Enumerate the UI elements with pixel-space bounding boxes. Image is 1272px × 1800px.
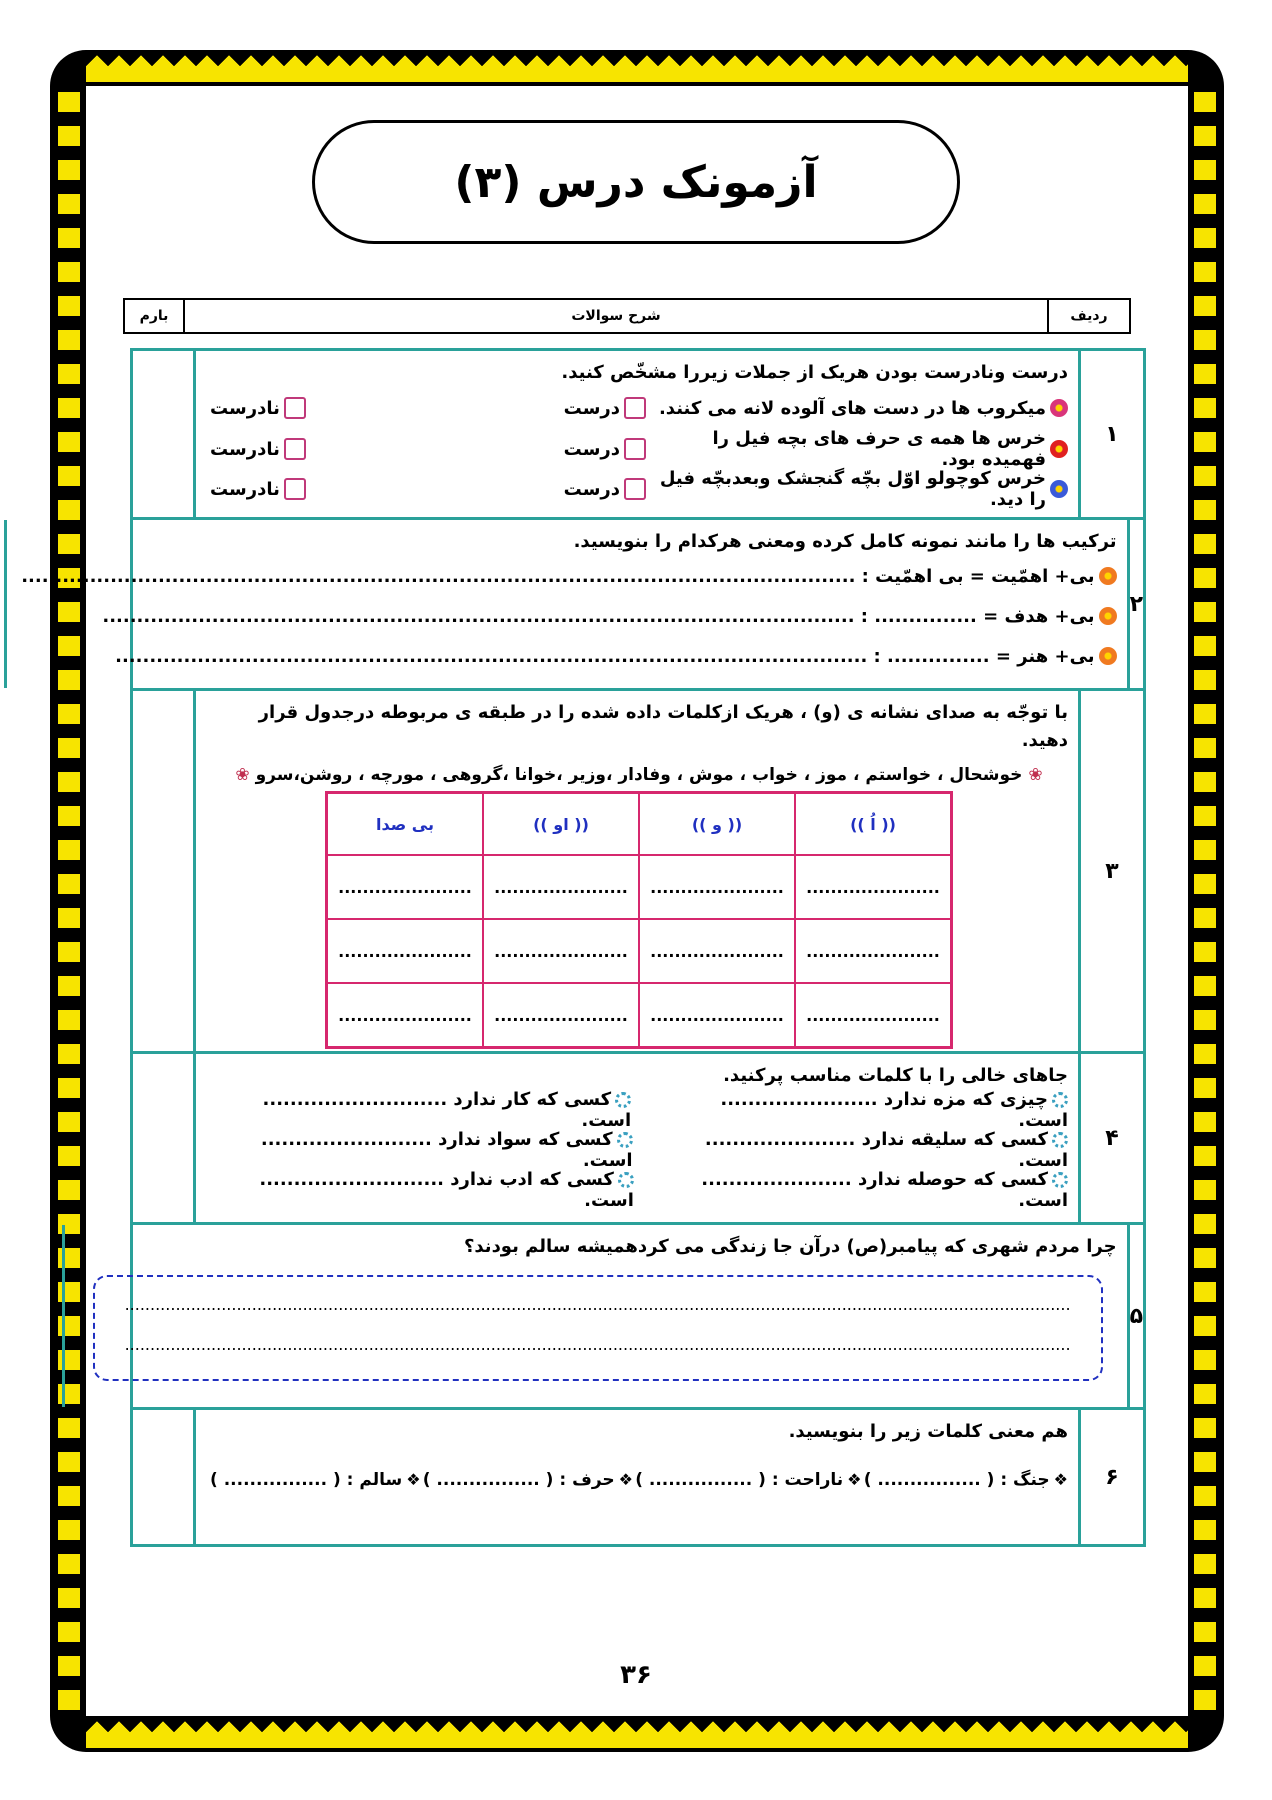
answer-line: .......................................................................................................................................................................................... bbox=[124, 1295, 1071, 1314]
gear-icon bbox=[1052, 1132, 1068, 1148]
question-instruction: جاهای خالی را با کلمات مناسب پرکنید. bbox=[723, 1065, 1068, 1086]
question-row-2 bbox=[21, 520, 1143, 691]
word-bank: ❀ خوشحال ، خواستم ، موز ، خواب ، موش ، وفادار ،وزیر ،خوانا ،گروهی ، مورچه ، روشن،سرو ❀ bbox=[235, 765, 1043, 785]
true-checkbox[interactable] bbox=[624, 438, 646, 460]
question-body bbox=[7, 520, 1126, 688]
false-checkbox[interactable] bbox=[284, 438, 306, 460]
score-cell bbox=[133, 1410, 196, 1544]
bottom-border-pattern bbox=[86, 1720, 1188, 1748]
question-number: ۵ bbox=[1127, 1225, 1143, 1407]
answer-line: .......................................................................................................................................................................................... bbox=[124, 1335, 1071, 1354]
answer-cell[interactable]: ...................... bbox=[483, 919, 639, 983]
true-checkbox[interactable] bbox=[624, 397, 646, 419]
gear-icon bbox=[617, 1132, 633, 1148]
fill-row: کسی که حوصله ندارد ...................... است. کسی که ادب ندارد ........................... است. bbox=[259, 1169, 1068, 1211]
compound-item: بی+ هدف = ............... : .............................................................................................................. bbox=[21, 596, 1116, 636]
question-body bbox=[196, 351, 1078, 517]
answer-cell[interactable]: ...................... bbox=[795, 919, 952, 983]
score-cell bbox=[133, 351, 196, 517]
flower-icon bbox=[1050, 399, 1068, 417]
tf-item: خرس ها همه ی حرف های بچه فیل را فهمیده بود. درست نادرست bbox=[210, 429, 1068, 469]
table-header bbox=[123, 298, 1131, 334]
page-title: آزمونک درس (۳) bbox=[454, 156, 818, 208]
answer-cell[interactable]: ...................... bbox=[327, 919, 484, 983]
false-checkbox[interactable] bbox=[284, 397, 306, 419]
gear-icon bbox=[1052, 1092, 1068, 1108]
answer-cell[interactable]: ...................... bbox=[639, 983, 795, 1048]
flower-icon bbox=[1050, 480, 1068, 498]
page-number: ۳۶ bbox=[620, 1660, 652, 1690]
answer-cell[interactable]: ...................... bbox=[795, 855, 952, 919]
gear-icon bbox=[1052, 1172, 1068, 1188]
column-header: (( او )) bbox=[483, 793, 639, 856]
question-row-4 bbox=[133, 1054, 1143, 1225]
wreath-icon: ❀ bbox=[1028, 765, 1043, 785]
question-number: ۴ bbox=[1078, 1054, 1143, 1222]
question-number: ۶ bbox=[1078, 1410, 1143, 1544]
top-border-pattern bbox=[86, 54, 1188, 82]
diamond-bullet-icon: ❖ bbox=[406, 1470, 421, 1489]
flower-icon bbox=[1099, 567, 1117, 585]
questions-table bbox=[21, 348, 1146, 1547]
column-header: بی صدا bbox=[327, 793, 484, 856]
answer-cell[interactable]: ...................... bbox=[639, 855, 795, 919]
column-header: (( اُ )) bbox=[795, 793, 952, 856]
question-instruction: درست ونادرست بودن هریک از جملات زیررا مشخّص کنید. bbox=[561, 362, 1068, 383]
answer-cell[interactable]: ...................... bbox=[795, 983, 952, 1048]
score-cell bbox=[133, 691, 196, 1051]
question-instruction: چرا مردم شهری که پیامبر(ص) درآن جا زندگی می کردهمیشه سالم بودند؟ bbox=[463, 1236, 1117, 1257]
answer-box[interactable] bbox=[93, 1275, 1103, 1381]
question-instruction: با توجّه به صدای نشانه ی (و) ، هریک ازکلمات داده شده را در طبقه ی مربوطه درجدول قرار دهید. bbox=[258, 702, 1068, 751]
answer-cell[interactable]: ...................... bbox=[639, 919, 795, 983]
wreath-icon: ❀ bbox=[235, 765, 250, 785]
answer-cell[interactable]: ...................... bbox=[483, 855, 639, 919]
question-instruction: هم معنی کلمات زیر را بنویسید. bbox=[788, 1421, 1068, 1442]
flower-icon bbox=[1099, 607, 1117, 625]
header-radif: ردیف bbox=[1047, 300, 1129, 332]
diamond-bullet-icon: ❖ bbox=[1053, 1470, 1068, 1489]
question-body bbox=[65, 1225, 1127, 1407]
header-barem: بارم bbox=[125, 300, 185, 332]
gear-icon bbox=[618, 1172, 634, 1188]
flower-icon bbox=[1099, 647, 1117, 665]
title-box bbox=[312, 120, 960, 244]
question-row-5 bbox=[124, 1225, 1143, 1410]
diamond-bullet-icon: ❖ bbox=[618, 1470, 633, 1489]
true-checkbox[interactable] bbox=[624, 478, 646, 500]
question-body bbox=[196, 1054, 1078, 1222]
fill-row: چیزی که مزه ندارد ....................... است. کسی که کار ندارد ........................... است. bbox=[262, 1089, 1068, 1131]
flower-icon bbox=[1050, 440, 1068, 458]
question-row-6 bbox=[133, 1410, 1143, 1544]
answer-cell[interactable]: ...................... bbox=[483, 983, 639, 1048]
header-sharh: شرح سوالات bbox=[571, 308, 661, 324]
tf-item: میکروب ها در دست های آلوده لانه می کنند. درست نادرست bbox=[210, 387, 1068, 429]
answer-cell[interactable]: ...................... bbox=[327, 855, 484, 919]
question-body bbox=[196, 691, 1078, 1051]
sorting-table bbox=[325, 791, 953, 1049]
question-instruction: ترکیب ها را مانند نمونه کامل کرده ومعنی هرکدام را بنویسید. bbox=[573, 531, 1117, 552]
question-row-3 bbox=[133, 691, 1143, 1054]
answer-cell[interactable]: ...................... bbox=[327, 983, 484, 1048]
gear-icon bbox=[615, 1092, 631, 1108]
fill-row: کسی که سلیقه ندارد ...................... است. کسی که سواد ندارد ......................... است. bbox=[260, 1129, 1068, 1171]
compound-item: بی+ اهمّیت = بی اهمّیت : .......................................................................................................................... bbox=[21, 556, 1116, 596]
question-body bbox=[196, 1410, 1078, 1544]
question-row-1 bbox=[133, 351, 1143, 520]
tf-item: خرس کوچولو اوّل بچّه گنجشک وبعدبچّه فیل را دید. درست نادرست bbox=[210, 469, 1068, 509]
question-number: ۱ bbox=[1078, 351, 1143, 517]
synonym-row: ❖جنگ : ( ................ ) ❖ناراحت : ( ................ ) ❖حرف : ( ................ ) ❖سالم : ( ................ ) bbox=[210, 1470, 1068, 1490]
question-number: ۲ bbox=[1127, 520, 1143, 688]
question-number: ۳ bbox=[1078, 691, 1143, 1051]
column-header: (( و )) bbox=[639, 793, 795, 856]
diamond-bullet-icon: ❖ bbox=[847, 1470, 862, 1489]
false-checkbox[interactable] bbox=[284, 478, 306, 500]
score-cell bbox=[133, 1054, 196, 1222]
right-border-pattern bbox=[1194, 86, 1216, 1716]
compound-item: بی+ هنر = ............... : .............................................................................................................. bbox=[21, 636, 1116, 676]
left-border-pattern bbox=[58, 86, 80, 1716]
